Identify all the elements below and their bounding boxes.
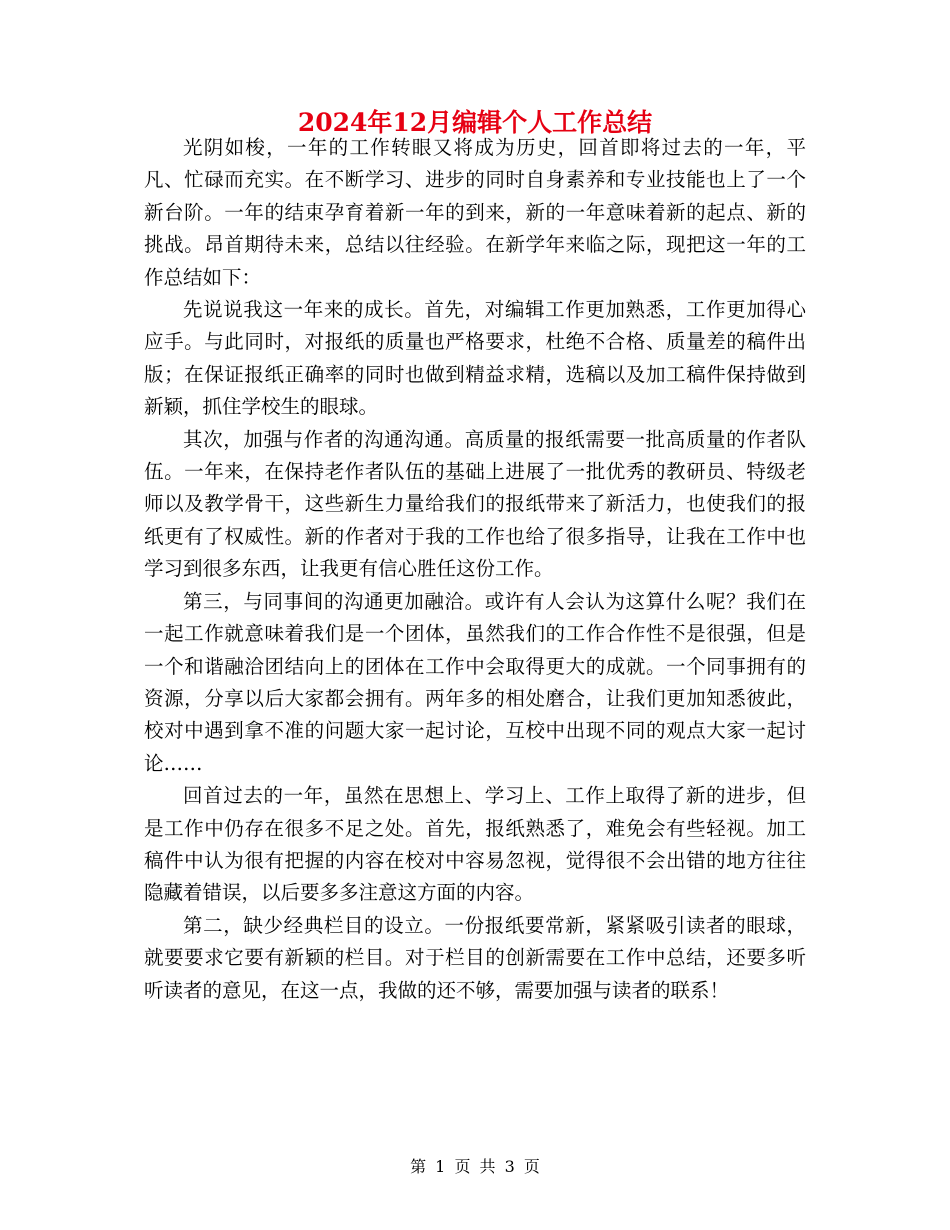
paragraph-intro: 光阴如梭，一年的工作转眼又将成为历史，回首即将过去的一年，平凡、忙碌而充实。在不断学习、进步的同时自身素养和专业技能也上了一个新台阶。一年的结束孕育着新一年的到来，新的一年意味着新的起点、新的挑战。昂首期待未来，总结以往经验。在新学年来临之际，现把这一年的工作总结如下： [144,136,806,289]
paragraph-growth: 先说说我这一年来的成长。首先，对编辑工作更加熟悉，工作更加得心应手。与此同时，对报纸的质量也严格要求，杜绝不合格、质量差的稿件出版；在保证报纸正确率的同时也做到精益求精，选稿以及加工稿件保持做到新颖，抓住学校生的眼球。 [144,298,806,419]
paragraph-columns: 第二，缺少经典栏目的设立。一份报纸要常新，紧紧吸引读者的眼球，就要要求它要有新颖的栏目。对于栏目的创新需要在工作中总结，还要多听听读者的意见，在这一点，我做的还不够，需要加强与读者的联系！ [144,913,806,1002]
paragraph-colleagues: 第三，与同事间的沟通更加融洽。或许有人会认为这算什么呢？我们在一起工作就意味着我们是一个团体，虽然我们的工作合作性不是很强，但是一个和谐融洽团结向上的团体在工作中会取得更大的成就。一个同事拥有的资源，分享以后大家都会拥有。两年多的相处磨合，让我们更加知悉彼此，校对中遇到拿不准的问题大家一起讨论，互校中出现不同的观点大家一起讨论…… [144,589,806,775]
page-number-footer: 第 1 页 共 3 页 [410,1157,540,1176]
document-title: 2024年12月编辑个人工作总结 [297,108,653,137]
paragraph-authors: 其次，加强与作者的沟通沟通。高质量的报纸需要一批高质量的作者队伍。一年来，在保持老作者队伍的基础上进展了一批优秀的教研员、特级老师以及教学骨干，这些新生力量给我们的报纸带来了新活力，也使我们的报纸更有了权威性。新的作者对于我的工作也给了很多指导，让我在工作中也学习到很多东西，让我更有信心胜任这份工作。 [144,427,806,581]
paragraph-shortcomings: 回首过去的一年，虽然在思想上、学习上、工作上取得了新的进步，但是工作中仍存在很多不足之处。首先，报纸熟悉了，难免会有些轻视。加工稿件中认为很有把握的内容在校对中容易忽视，觉得很不会出错的地方往往隐藏着错误，以后要多多注意这方面的内容。 [144,784,806,905]
document-body [144,132,806,1007]
